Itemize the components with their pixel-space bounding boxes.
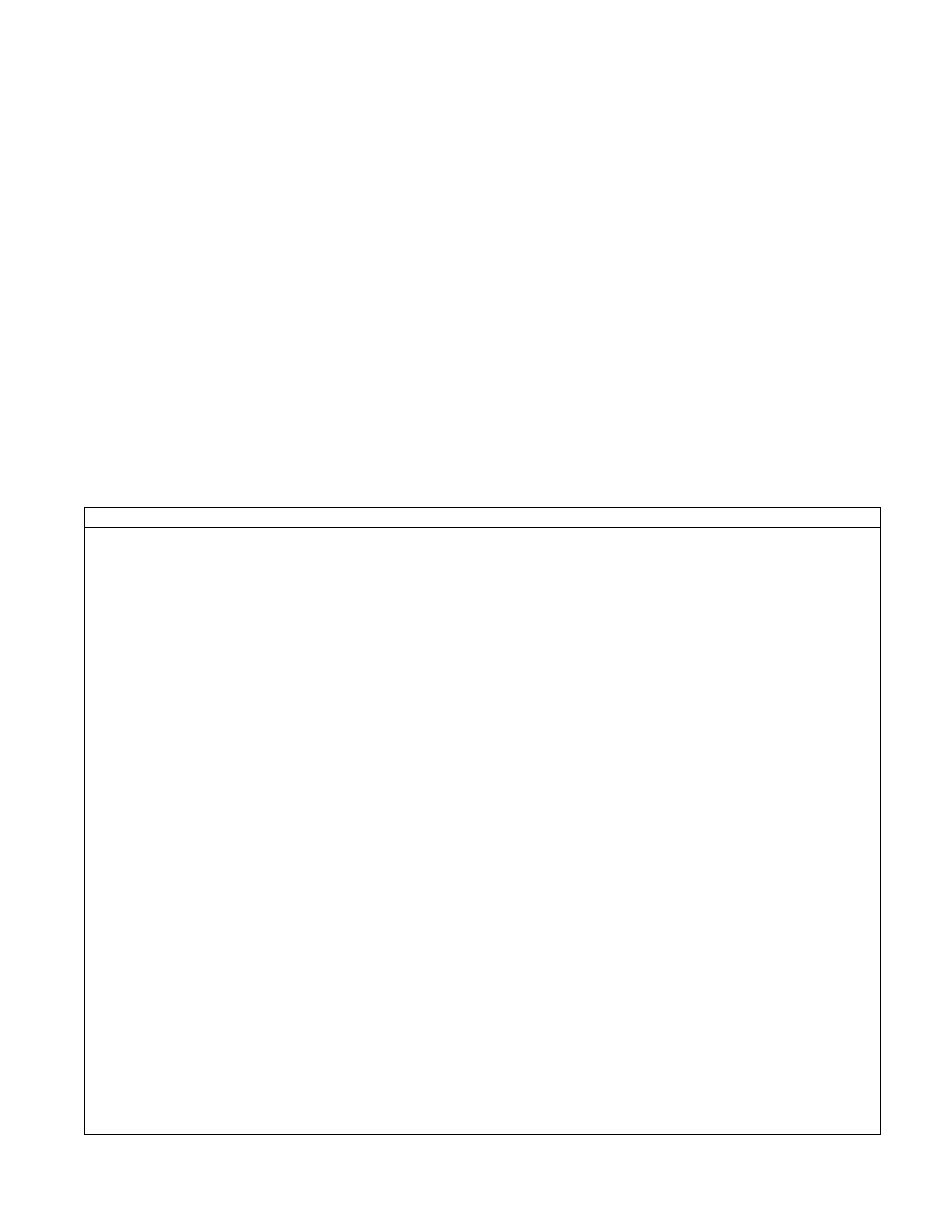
items-table-header <box>85 508 880 528</box>
items-table <box>84 507 881 1135</box>
